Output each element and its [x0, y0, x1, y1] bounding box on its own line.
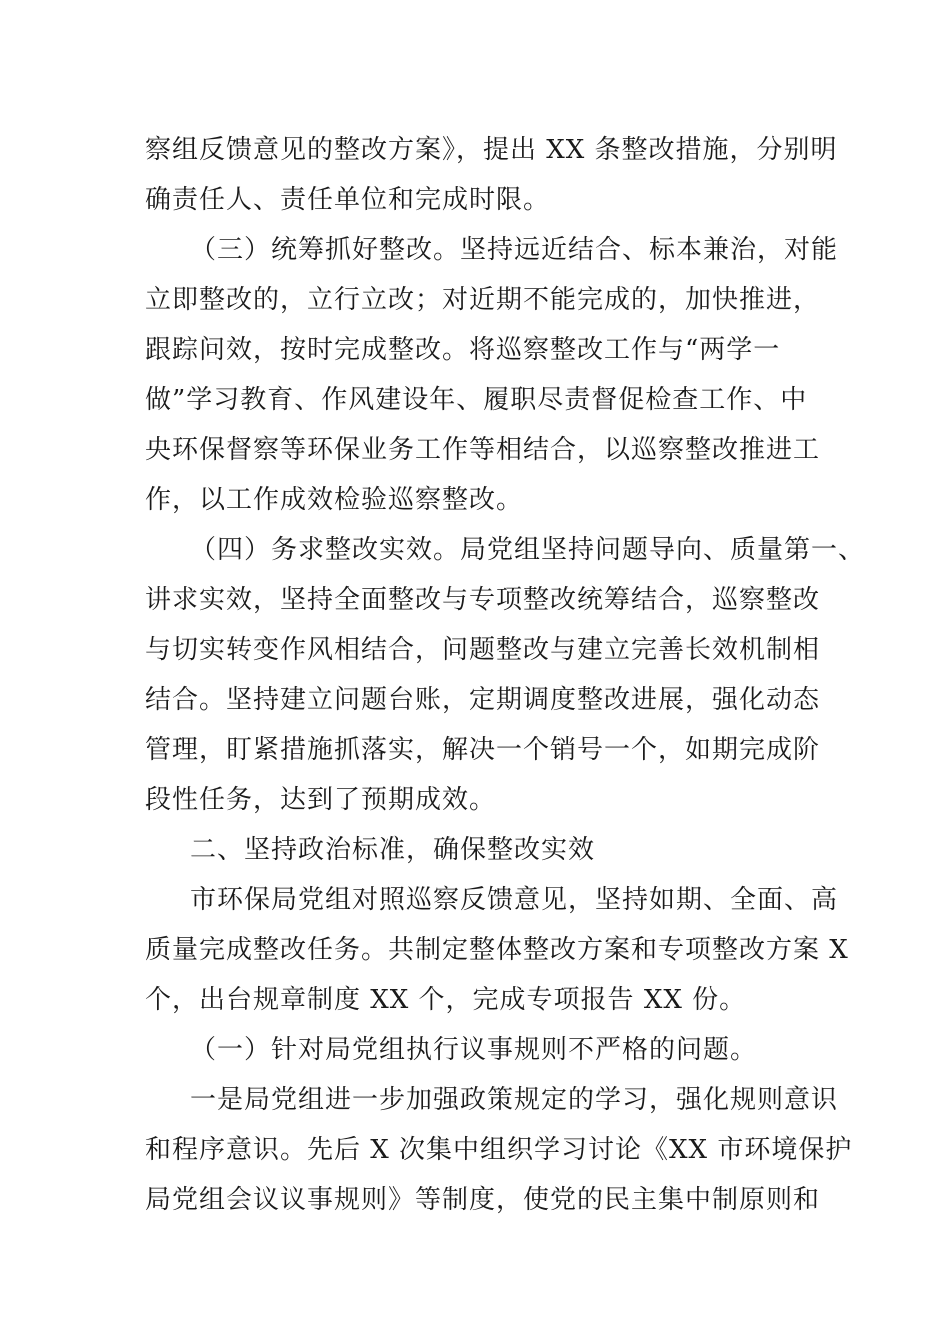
text-line-12: 结合。坚持建立问题台账，定期调度整改进展，强化动态: [145, 685, 821, 715]
text-line-5: 跟踪问效，按时完成整改。将巡察整改工作与“两学一: [145, 335, 781, 365]
text-line-22: 局党组会议议事规则》等制度，使党的民主集中制原则和: [145, 1185, 821, 1215]
text-line-14: 段性任务，达到了预期成效。: [145, 785, 497, 815]
section-heading-3: （三）统筹抓好整改。坚持远近结合、标本兼治，对能: [190, 235, 839, 265]
text-line-18: 个，出台规章制度 XX 个，完成专项报告 XX 份。: [145, 985, 747, 1015]
text-line-6: 做”学习教育、作风建设年、履职尽责督促检查工作、中: [145, 385, 808, 415]
text-line-1: 察组反馈意见的整改方案》，提出 XX 条整改措施，分别明: [145, 135, 838, 165]
text-line-16: 市环保局党组对照巡察反馈意见，坚持如期、全面、高: [190, 885, 839, 915]
section-heading-2: 二、坚持政治标准，确保整改实效: [190, 835, 596, 865]
text-line-8: 作，以工作成效检验巡察整改。: [145, 485, 524, 515]
text-line-10: 讲求实效，坚持全面整改与专项整改统筹结合，巡察整改: [145, 585, 821, 615]
text-line-20: 一是局党组进一步加强政策规定的学习，强化规则意识: [190, 1085, 839, 1115]
text-line-2: 确责任人、责任单位和完成时限。: [145, 185, 551, 215]
section-heading-4: （四）务求整改实效。局党组坚持问题导向、质量第一、: [190, 535, 866, 565]
text-line-7: 央环保督察等环保业务工作等相结合，以巡察整改推进工: [145, 435, 821, 465]
text-line-11: 与切实转变作风相结合，问题整改与建立完善长效机制相: [145, 635, 821, 665]
text-line-13: 管理，盯紧措施抓落实，解决一个销号一个，如期完成阶: [145, 735, 821, 765]
text-line-4: 立即整改的，立行立改；对近期不能完成的，加快推进，: [145, 285, 821, 315]
subsection-heading-1: （一）针对局党组执行议事规则不严格的问题。: [190, 1035, 758, 1065]
text-line-17: 质量完成整改任务。共制定整体整改方案和专项整改方案 X: [145, 935, 849, 965]
text-line-21: 和程序意识。先后 X 次集中组织学习讨论《XX 市环境保护: [145, 1135, 853, 1165]
